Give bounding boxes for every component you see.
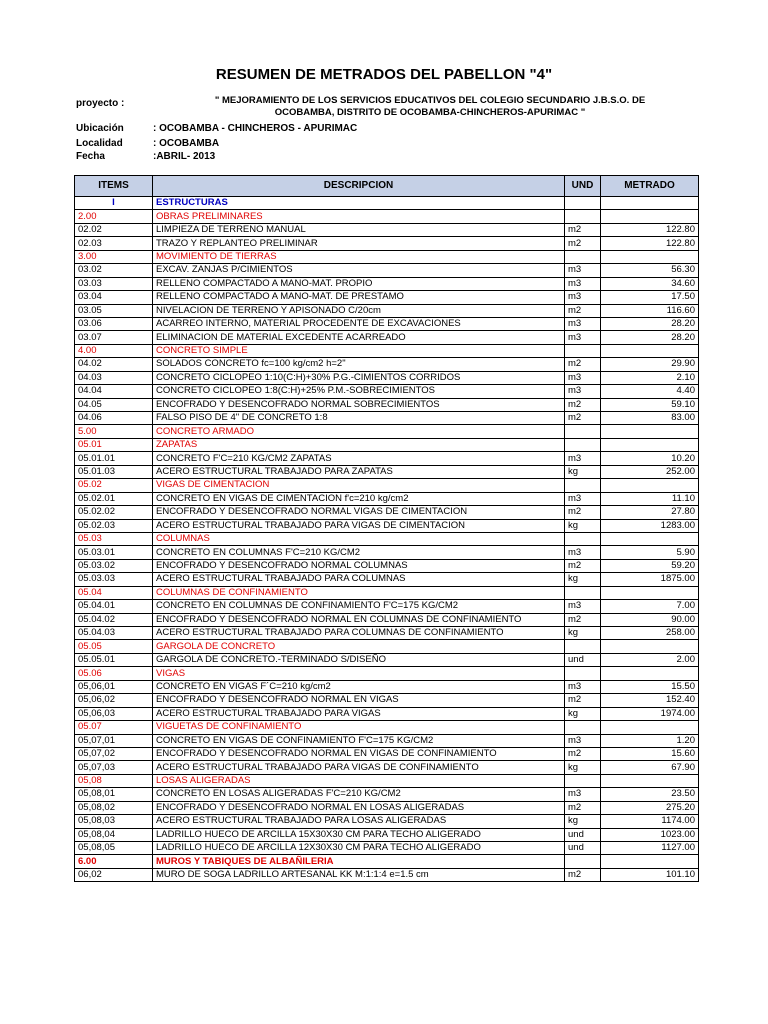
row-metrado: 34.60 <box>601 277 699 290</box>
table-row <box>75 223 699 236</box>
table-row <box>75 425 699 438</box>
row-item: 5.00 <box>75 425 153 438</box>
row-metrado: 2.00 <box>601 653 699 666</box>
row-descripcion: ENCOFRADO Y DESENCOFRADO NORMAL EN LOSAS ALIGERADAS <box>153 801 565 814</box>
row-descripcion: VIGAS DE CIMENTACION <box>153 479 565 492</box>
row-metrado: 59.10 <box>601 398 699 411</box>
row-descripcion: GARGOLA DE CONCRETO.-TERMINADO S/DISEÑO <box>153 653 565 666</box>
row-metrado: 67.90 <box>601 761 699 774</box>
row-metrado: 1.20 <box>601 734 699 747</box>
row-descripcion: ACERO ESTRUCTURAL TRABAJADO PARA COLUMNAS DE CONFINAMIENTO <box>153 627 565 640</box>
row-descripcion: OBRAS PRELIMINARES <box>153 210 565 223</box>
row-descripcion: COLUMNAS DE CONFINAMIENTO <box>153 586 565 599</box>
localidad-value: : OCOBAMBA <box>153 138 220 149</box>
table-row <box>75 344 699 357</box>
row-metrado: 27.80 <box>601 506 699 519</box>
proyecto-label: proyecto : <box>76 98 125 109</box>
proyecto-value <box>160 95 700 119</box>
row-und: m3 <box>565 600 601 613</box>
table-row <box>75 385 699 398</box>
row-und: m2 <box>565 237 601 250</box>
row-item: I <box>75 197 153 210</box>
table-row <box>75 694 699 707</box>
table-row <box>75 304 699 317</box>
row-und: m3 <box>565 331 601 344</box>
row-und <box>565 210 601 223</box>
header-metrado: METRADO <box>601 176 699 197</box>
row-item: 05.07 <box>75 721 153 734</box>
row-item: 05,07,02 <box>75 747 153 760</box>
row-und: m3 <box>565 371 601 384</box>
row-item: 04.04 <box>75 385 153 398</box>
row-metrado <box>601 344 699 357</box>
row-item: 02.02 <box>75 223 153 236</box>
row-metrado: 122.80 <box>601 223 699 236</box>
row-metrado: 10.20 <box>601 452 699 465</box>
row-metrado: 152.40 <box>601 694 699 707</box>
row-und: m2 <box>565 747 601 760</box>
row-und: m2 <box>565 358 601 371</box>
row-item: 04.02 <box>75 358 153 371</box>
row-und: kg <box>565 519 601 532</box>
table-row <box>75 815 699 828</box>
row-descripcion: CONCRETO EN VIGAS DE CONFINAMIENTO F'C=175 KG/CM2 <box>153 734 565 747</box>
table-row <box>75 868 699 881</box>
row-item: 2.00 <box>75 210 153 223</box>
row-descripcion: CONCRETO CICLOPEO 1:10(C:H)+30% P.G.-CIMIENTOS CORRIDOS <box>153 371 565 384</box>
row-item: 02.03 <box>75 237 153 250</box>
row-item: 05,07,01 <box>75 734 153 747</box>
row-descripcion: ACERO ESTRUCTURAL TRABAJADO PARA VIGAS DE CIMENTACION <box>153 519 565 532</box>
table-row <box>75 277 699 290</box>
row-descripcion: CONCRETO EN VIGAS DE CIMENTACION f'c=210 kg/cm2 <box>153 492 565 505</box>
row-metrado: 258.00 <box>601 627 699 640</box>
row-item: 04.05 <box>75 398 153 411</box>
row-descripcion: COLUMNAS <box>153 532 565 545</box>
row-metrado: 5.90 <box>601 546 699 559</box>
table-row <box>75 573 699 586</box>
row-item: 05,06,01 <box>75 680 153 693</box>
table-row <box>75 317 699 330</box>
row-und: m2 <box>565 506 601 519</box>
row-metrado <box>601 586 699 599</box>
row-und: m2 <box>565 559 601 572</box>
row-item: 05.01.01 <box>75 452 153 465</box>
row-item: 05,07,03 <box>75 761 153 774</box>
row-item: 4.00 <box>75 344 153 357</box>
row-metrado: 7.00 <box>601 600 699 613</box>
row-item: 04.06 <box>75 412 153 425</box>
row-metrado <box>601 250 699 263</box>
row-und: m2 <box>565 613 601 626</box>
row-descripcion: MUROS Y TABIQUES DE ALBAÑILERIA <box>153 855 565 868</box>
row-metrado: 59.20 <box>601 559 699 572</box>
ubicacion-value: : OCOBAMBA - CHINCHEROS - APURIMAC <box>153 123 358 134</box>
row-metrado: 1127.00 <box>601 842 699 855</box>
row-item: 05.03 <box>75 532 153 545</box>
table-row <box>75 586 699 599</box>
row-item: 05.04.02 <box>75 613 153 626</box>
table-row <box>75 559 699 572</box>
row-und: und <box>565 653 601 666</box>
row-metrado: 101.10 <box>601 868 699 881</box>
metrados-table <box>74 175 699 882</box>
row-descripcion: ACERO ESTRUCTURAL TRABAJADO PARA VIGAS <box>153 707 565 720</box>
row-item: 05.05 <box>75 640 153 653</box>
row-item: 05.03.03 <box>75 573 153 586</box>
row-und <box>565 586 601 599</box>
row-und: kg <box>565 707 601 720</box>
row-item: 05,06,03 <box>75 707 153 720</box>
row-descripcion: MOVIMIENTO DE TIERRAS <box>153 250 565 263</box>
row-item: 05.05.01 <box>75 653 153 666</box>
table-row <box>75 855 699 868</box>
row-metrado: 2.10 <box>601 371 699 384</box>
table-row <box>75 197 699 210</box>
row-metrado <box>601 425 699 438</box>
row-metrado: 23.50 <box>601 788 699 801</box>
row-descripcion: TRAZO Y REPLANTEO PRELIMINAR <box>153 237 565 250</box>
table-row <box>75 398 699 411</box>
table-row <box>75 264 699 277</box>
row-descripcion: CONCRETO F'C=210 KG/CM2 ZAPATAS <box>153 452 565 465</box>
row-descripcion: CONCRETO EN COLUMNAS DE CONFINAMIENTO F'C=175 KG/CM2 <box>153 600 565 613</box>
row-item: 05,08,01 <box>75 788 153 801</box>
row-und: m3 <box>565 680 601 693</box>
row-item: 05.02.03 <box>75 519 153 532</box>
row-descripcion: LADRILLO HUECO DE ARCILLA 15X30X30 CM PARA TECHO ALIGERADO <box>153 828 565 841</box>
proyecto-line-1: " MEJORAMIENTO DE LOS SERVICIOS EDUCATIVOS DEL COLEGIO SECUNDARIO J.B.S.O. DE <box>214 95 646 106</box>
fecha-label: Fecha <box>76 151 105 162</box>
row-descripcion: MURO DE SOGA LADRILLO ARTESANAL KK M:1:1:4 e=1.5 cm <box>153 868 565 881</box>
row-descripcion: ACERO ESTRUCTURAL TRABAJADO PARA LOSAS ALIGERADAS <box>153 815 565 828</box>
table-row <box>75 250 699 263</box>
row-descripcion: ACERO ESTRUCTURAL TRABAJADO PARA VIGAS DE CONFINAMIENTO <box>153 761 565 774</box>
row-item: 05,08,03 <box>75 815 153 828</box>
row-metrado: 90.00 <box>601 613 699 626</box>
row-und: m2 <box>565 223 601 236</box>
row-und <box>565 425 601 438</box>
row-und: m3 <box>565 492 601 505</box>
row-metrado: 29.90 <box>601 358 699 371</box>
row-descripcion: ZAPATAS <box>153 438 565 451</box>
table-row <box>75 210 699 223</box>
row-und: m2 <box>565 694 601 707</box>
table-body <box>75 197 699 882</box>
table-row <box>75 788 699 801</box>
row-und: m3 <box>565 317 601 330</box>
row-descripcion: ENCOFRADO Y DESENCOFRADO NORMAL SOBRECIMIENTOS <box>153 398 565 411</box>
row-descripcion: VIGUETAS DE CONFINAMIENTO <box>153 721 565 734</box>
row-und <box>565 250 601 263</box>
row-item: 05.03.01 <box>75 546 153 559</box>
table-row <box>75 492 699 505</box>
row-metrado <box>601 479 699 492</box>
row-descripcion: NIVELACION DE TERRENO Y APISONADO C/20cm <box>153 304 565 317</box>
row-descripcion: ENCOFRADO Y DESENCOFRADO NORMAL COLUMNAS <box>153 559 565 572</box>
table-row <box>75 828 699 841</box>
row-descripcion: SOLADOS CONCRETO fc=100 kg/cm2 h=2" <box>153 358 565 371</box>
row-descripcion: ENCOFRADO Y DESENCOFRADO NORMAL EN COLUMNAS DE CONFINAMIENTO <box>153 613 565 626</box>
row-und: m3 <box>565 385 601 398</box>
row-metrado: 1023.00 <box>601 828 699 841</box>
row-metrado: 11.10 <box>601 492 699 505</box>
row-und <box>565 855 601 868</box>
table-row <box>75 438 699 451</box>
row-item: 6.00 <box>75 855 153 868</box>
row-item: 05,08,04 <box>75 828 153 841</box>
row-metrado: 1875.00 <box>601 573 699 586</box>
row-descripcion: CONCRETO EN LOSAS ALIGERADAS F'C=210 KG/CM2 <box>153 788 565 801</box>
table-row <box>75 667 699 680</box>
row-descripcion: ACARREO INTERNO, MATERIAL PROCEDENTE DE EXCAVACIONES <box>153 317 565 330</box>
row-und <box>565 438 601 451</box>
table-row <box>75 761 699 774</box>
row-und: kg <box>565 815 601 828</box>
row-metrado: 252.00 <box>601 465 699 478</box>
row-descripcion: ACERO ESTRUCTURAL TRABAJADO PARA ZAPATAS <box>153 465 565 478</box>
table-row <box>75 801 699 814</box>
row-und: und <box>565 842 601 855</box>
table-row <box>75 627 699 640</box>
row-metrado <box>601 532 699 545</box>
row-item: 04.03 <box>75 371 153 384</box>
table-row <box>75 721 699 734</box>
row-und: kg <box>565 761 601 774</box>
row-descripcion: ENCOFRADO Y DESENCOFRADO NORMAL EN VIGAS DE CONFINAMIENTO <box>153 747 565 760</box>
header-und: UND <box>565 176 601 197</box>
row-und: kg <box>565 465 601 478</box>
row-item: 03.07 <box>75 331 153 344</box>
row-descripcion: GARGOLA DE CONCRETO <box>153 640 565 653</box>
ubicacion-label: Ubicación <box>76 123 124 134</box>
table-row <box>75 546 699 559</box>
row-metrado <box>601 438 699 451</box>
table-row <box>75 479 699 492</box>
table-row <box>75 331 699 344</box>
row-item: 05,08,02 <box>75 801 153 814</box>
row-item: 03.06 <box>75 317 153 330</box>
row-metrado: 56.30 <box>601 264 699 277</box>
row-und: m3 <box>565 452 601 465</box>
row-descripcion: VIGAS <box>153 667 565 680</box>
row-item: 03.03 <box>75 277 153 290</box>
row-metrado: 15.60 <box>601 747 699 760</box>
row-item: 05.02 <box>75 479 153 492</box>
row-und: m2 <box>565 398 601 411</box>
table-header-row <box>75 176 699 197</box>
row-item: 05,08,05 <box>75 842 153 855</box>
row-item: 05,08 <box>75 774 153 787</box>
row-item: 05.03.02 <box>75 559 153 572</box>
row-und <box>565 197 601 210</box>
row-item: 05.04.01 <box>75 600 153 613</box>
table-row <box>75 842 699 855</box>
row-item: 3.00 <box>75 250 153 263</box>
row-item: 03.02 <box>75 264 153 277</box>
row-und <box>565 479 601 492</box>
table-row <box>75 371 699 384</box>
localidad-label: Localidad <box>76 138 123 149</box>
row-metrado: 28.20 <box>601 331 699 344</box>
row-und: m2 <box>565 868 601 881</box>
table-row <box>75 465 699 478</box>
row-metrado <box>601 774 699 787</box>
row-descripcion: EXCAV. ZANJAS P/CIMIENTOS <box>153 264 565 277</box>
row-und: m2 <box>565 801 601 814</box>
row-descripcion: ENCOFRADO Y DESENCOFRADO NORMAL VIGAS DE CIMENTACION <box>153 506 565 519</box>
row-metrado: 83.00 <box>601 412 699 425</box>
row-und <box>565 532 601 545</box>
row-item: 03.05 <box>75 304 153 317</box>
row-metrado <box>601 210 699 223</box>
row-und <box>565 774 601 787</box>
row-item: 05.02.01 <box>75 492 153 505</box>
table-row <box>75 519 699 532</box>
table-row <box>75 774 699 787</box>
row-und: und <box>565 828 601 841</box>
row-und <box>565 344 601 357</box>
row-und <box>565 640 601 653</box>
row-descripcion: CONCRETO EN COLUMNAS F'C=210 KG/CM2 <box>153 546 565 559</box>
row-descripcion: CONCRETO SIMPLE <box>153 344 565 357</box>
row-und: m3 <box>565 734 601 747</box>
row-und: m3 <box>565 277 601 290</box>
table-row <box>75 680 699 693</box>
row-item: 05,06,02 <box>75 694 153 707</box>
row-und: m3 <box>565 546 601 559</box>
row-metrado <box>601 721 699 734</box>
row-und: kg <box>565 573 601 586</box>
header-items: ITEMS <box>75 176 153 197</box>
row-metrado <box>601 667 699 680</box>
row-descripcion: LADRILLO HUECO DE ARCILLA 12X30X30 CM PARA TECHO ALIGERADO <box>153 842 565 855</box>
row-metrado: 275.20 <box>601 801 699 814</box>
row-metrado: 116.60 <box>601 304 699 317</box>
row-descripcion: LOSAS ALIGERADAS <box>153 774 565 787</box>
row-und: m3 <box>565 788 601 801</box>
header-descripcion: DESCRIPCION <box>153 176 565 197</box>
row-metrado: 15.50 <box>601 680 699 693</box>
table-row <box>75 506 699 519</box>
table-row <box>75 707 699 720</box>
row-descripcion: FALSO PISO DE 4" DE CONCRETO 1:8 <box>153 412 565 425</box>
row-metrado: 1174.00 <box>601 815 699 828</box>
row-metrado: 1974.00 <box>601 707 699 720</box>
row-und <box>565 721 601 734</box>
row-descripcion: ENCOFRADO Y DESENCOFRADO NORMAL EN VIGAS <box>153 694 565 707</box>
row-item: 05.04 <box>75 586 153 599</box>
table-row <box>75 452 699 465</box>
table-row <box>75 291 699 304</box>
table-row <box>75 653 699 666</box>
table-row <box>75 532 699 545</box>
row-metrado: 4.40 <box>601 385 699 398</box>
row-descripcion: ACERO ESTRUCTURAL TRABAJADO PARA COLUMNAS <box>153 573 565 586</box>
row-metrado: 1283.00 <box>601 519 699 532</box>
table-row <box>75 734 699 747</box>
row-metrado: 17.50 <box>601 291 699 304</box>
row-item: 05.02.02 <box>75 506 153 519</box>
row-und: m3 <box>565 264 601 277</box>
row-metrado: 122.80 <box>601 237 699 250</box>
table-row <box>75 613 699 626</box>
row-und: m3 <box>565 291 601 304</box>
row-item: 03.04 <box>75 291 153 304</box>
proyecto-line-2: OCOBAMBA, DISTRITO DE OCOBAMBA-CHINCHEROS-APURIMAC " <box>274 107 586 118</box>
row-item: 06,02 <box>75 868 153 881</box>
row-und: m2 <box>565 412 601 425</box>
row-metrado <box>601 855 699 868</box>
table-row <box>75 412 699 425</box>
row-item: 05.06 <box>75 667 153 680</box>
table-row <box>75 358 699 371</box>
row-descripcion: RELLENO COMPACTADO A MANO-MAT. PROPIO <box>153 277 565 290</box>
row-metrado: 28.20 <box>601 317 699 330</box>
row-metrado <box>601 197 699 210</box>
page-title: RESUMEN DE METRADOS DEL PABELLON "4" <box>215 66 553 83</box>
table-row <box>75 747 699 760</box>
row-und: m2 <box>565 304 601 317</box>
row-metrado <box>601 640 699 653</box>
row-descripcion: ESTRUCTURAS <box>153 197 565 210</box>
row-item: 05.04.03 <box>75 627 153 640</box>
row-descripcion: RELLENO COMPACTADO A MANO-MAT. DE PRESTAMO <box>153 291 565 304</box>
row-item: 05.01.03 <box>75 465 153 478</box>
table-row <box>75 640 699 653</box>
row-descripcion: LIMPIEZA DE TERRENO MANUAL <box>153 223 565 236</box>
table-row <box>75 237 699 250</box>
row-und <box>565 667 601 680</box>
table-row <box>75 600 699 613</box>
row-und: kg <box>565 627 601 640</box>
row-descripcion: CONCRETO CICLOPEO 1:8(C:H)+25% P.M.-SOBRECIMIENTOS <box>153 385 565 398</box>
row-item: 05.01 <box>75 438 153 451</box>
fecha-value: :ABRIL- 2013 <box>153 151 216 162</box>
row-descripcion: CONCRETO EN VIGAS F´C=210 kg/cm2 <box>153 680 565 693</box>
row-descripcion: CONCRETO ARMADO <box>153 425 565 438</box>
row-descripcion: ELIMINACION DE MATERIAL EXCEDENTE ACARREADO <box>153 331 565 344</box>
